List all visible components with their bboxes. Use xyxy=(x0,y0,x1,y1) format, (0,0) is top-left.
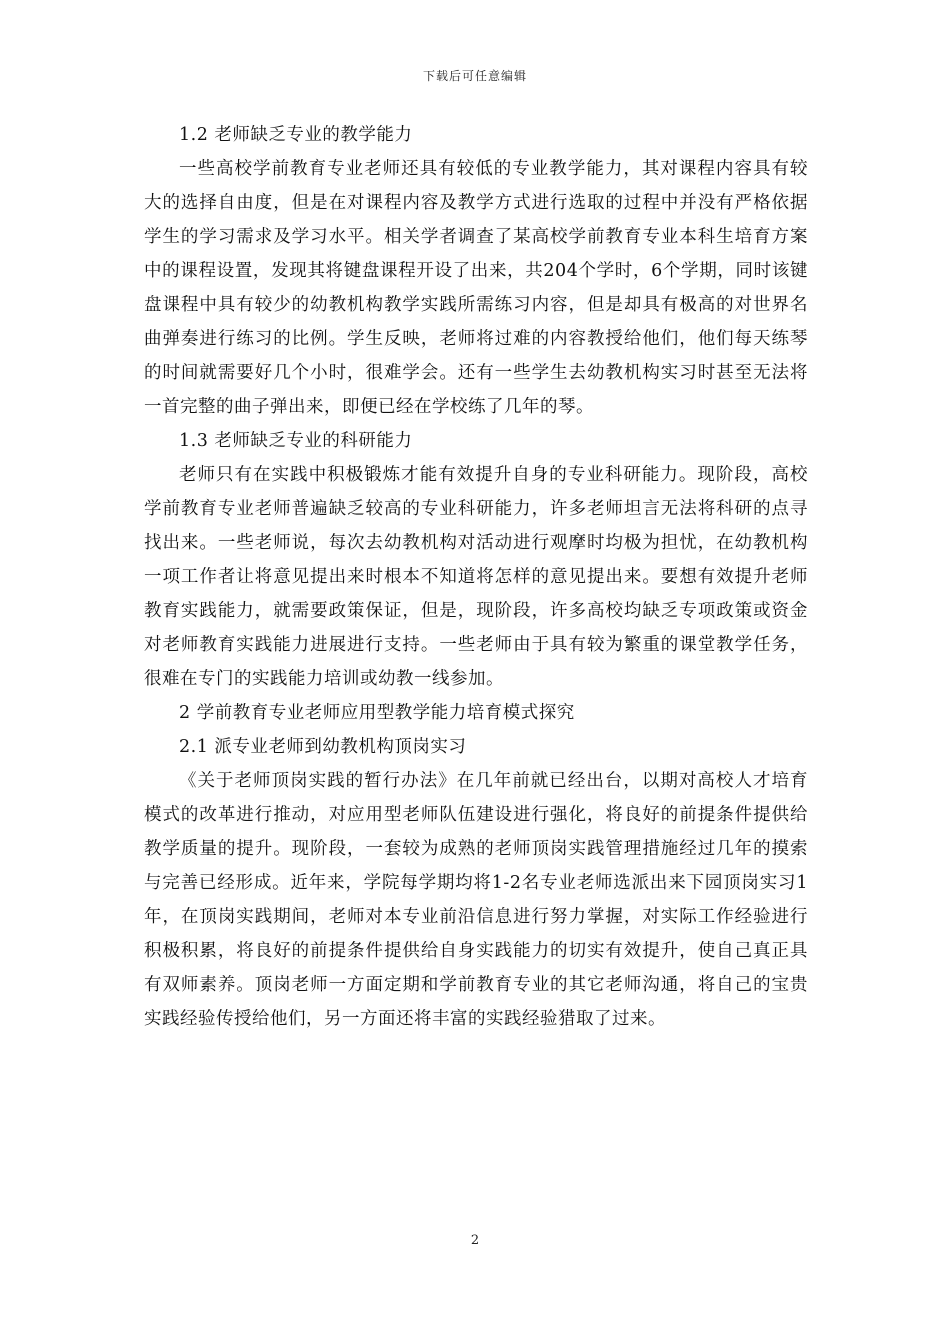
section-heading-2: 2 学前教育专业老师应用型教学能力培育模式探究 xyxy=(179,703,575,723)
section-heading-1-3: 1.3 老师缺乏专业的科研能力 xyxy=(179,431,413,451)
paragraph-1-3: 老师只有在实践中积极锻炼才能有效提升自身的专业科研能力。现阶段，高校学前教育专业老师普遍缺乏较高的专业科研能力，许多老师坦言无法将科研的点寻找出来。一些老师说，每次去幼教机构对活动进行观摩时均极为担忧，在幼教机构一项工作者让将意见提出来时根本不知道将怎样的意见提出来。要想有效提升老师教育实践能力，就需要政策保证，但是，现阶段，许多高校均缺乏专项政策或资金对老师教育实践能力进展进行支持。一些老师由于具有较为繁重的课堂教学任务，很难在专门的实践能力培训或幼教一线参加。 xyxy=(144,465,808,689)
document-body xyxy=(144,118,808,1036)
page-number: 2 xyxy=(470,1233,480,1248)
paragraph-1-2: 一些高校学前教育专业老师还具有较低的专业教学能力，其对课程内容具有较大的选择自由度，但是在对课程内容及教学方式进行选取的过程中并没有严格依据学生的学习需求及学习水平。相关学者调查了某高校学前教育专业本科生培育方案中的课程设置，发现其将键盘课程开设了出来，共204个学时，6个学期，同时该键盘课程中具有较少的幼教机构教学实践所需练习内容，但是却具有极高的对世界名曲弹奏进行练习的比例。学生反映，老师将过难的内容教授给他们，他们每天练琴的时间就需要好几个小时，很难学会。还有一些学生去幼教机构实习时甚至无法将一首完整的曲子弹出来，即便已经在学校练了几年的琴。 xyxy=(144,159,808,417)
section-heading-1-2: 1.2 老师缺乏专业的教学能力 xyxy=(179,125,413,145)
page-header: 下载后可任意编辑 xyxy=(422,69,527,83)
section-heading-2-1: 2.1 派专业老师到幼教机构顶岗实习 xyxy=(179,737,467,757)
paragraph-2-1: 《关于老师顶岗实践的暂行办法》在几年前就已经出台，以期对高校人才培育模式的改革进行推动，对应用型老师队伍建设进行强化，将良好的前提条件提供给教学质量的提升。现阶段，一套较为成熟的老师顶岗实践管理措施经过几年的摸索与完善已经形成。近年来，学院每学期均将1-2名专业老师选派出来下园顶岗实习1年，在顶岗实践期间，老师对本专业前沿信息进行努力掌握，对实际工作经验进行积极积累，将良好的前提条件提供给自身实践能力的切实有效提升，使自己真正具有双师素养。顶岗老师一方面定期和学前教育专业的其它老师沟通，将自己的宝贵实践经验传授给他们，另一方面还将丰富的实践经验猎取了过来。 xyxy=(144,771,808,1029)
